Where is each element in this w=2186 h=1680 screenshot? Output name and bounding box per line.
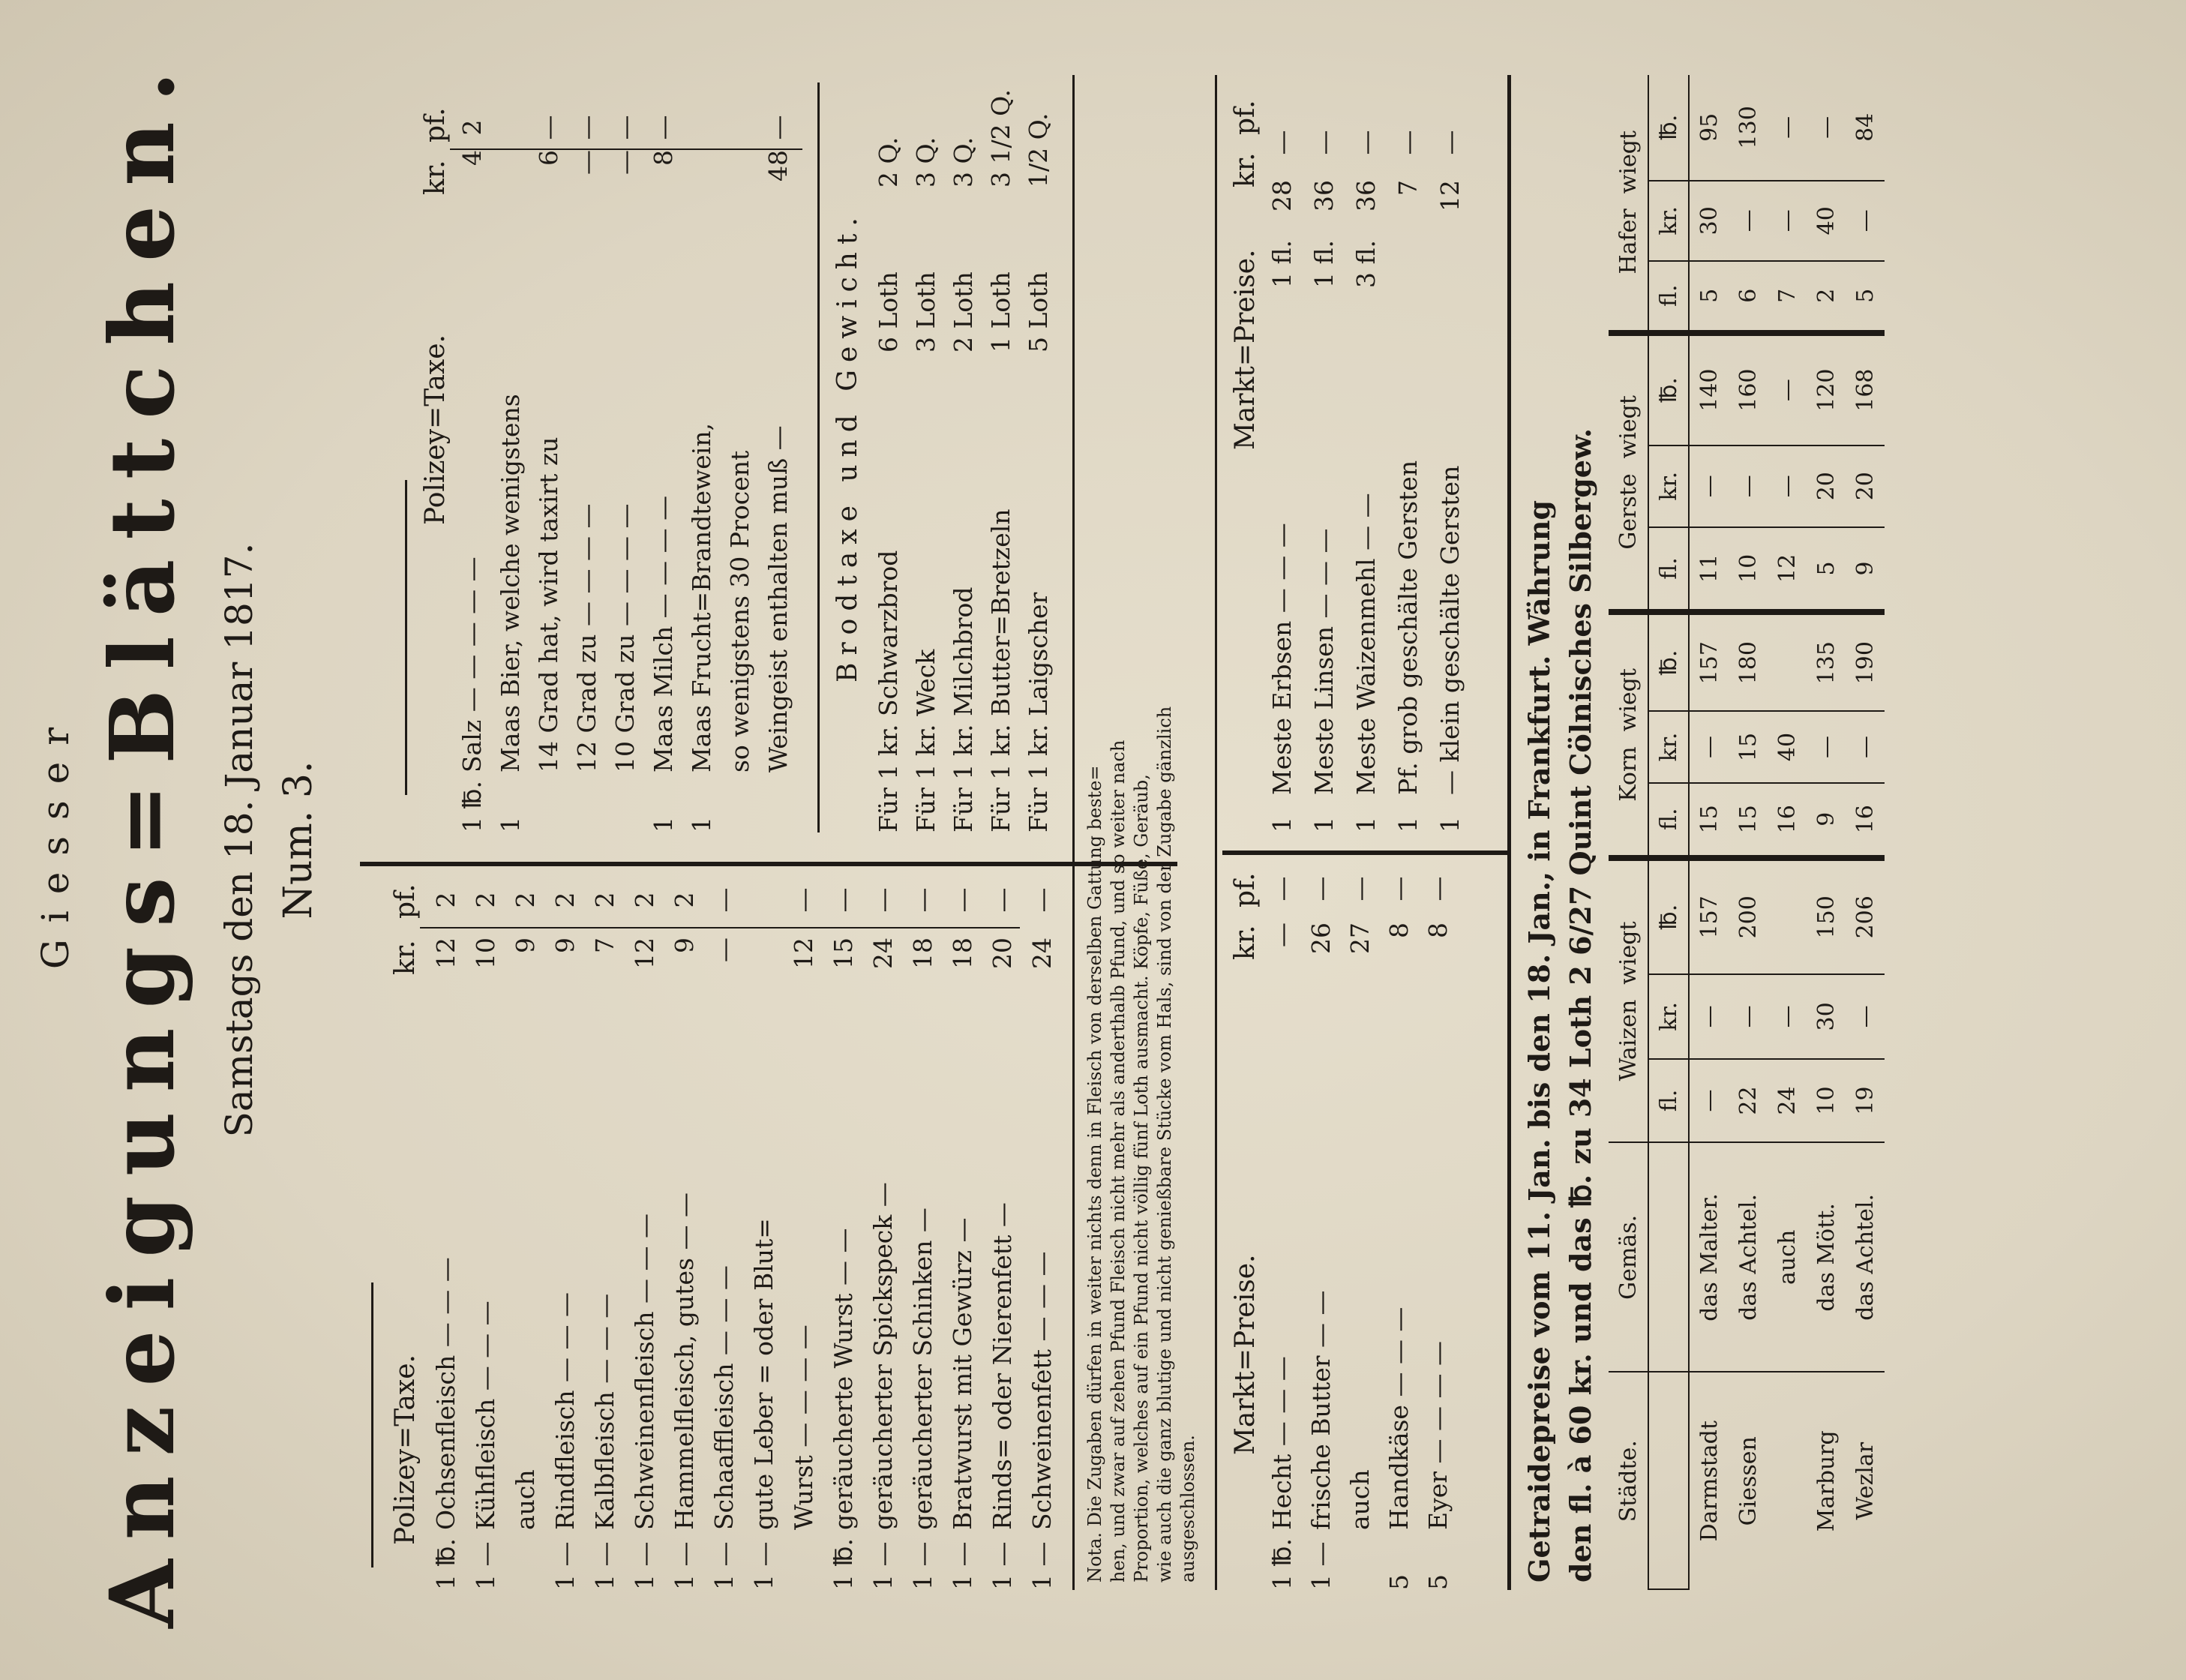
price-pf: 2 — [630, 892, 659, 908]
item-label: Meste Erbsen — — — — [1267, 523, 1297, 795]
bread-weight: 3 Loth — [911, 272, 940, 352]
quantity: 1 — — [988, 1541, 1017, 1590]
right-tax-rows — [457, 75, 817, 832]
rule — [1072, 75, 1075, 1590]
item-label: Meste Waizenmehl — — — [1351, 493, 1381, 795]
grain-cell: — — [1846, 181, 1885, 261]
item-label: Eyer — — — — — [1423, 1341, 1453, 1530]
quantity: 1 — — [550, 1541, 580, 1590]
left-tax-rows — [431, 870, 1106, 1590]
item-label: geräucherter Schinken — — [908, 1208, 937, 1530]
grain-row — [1768, 75, 1807, 1589]
quantity: 1 ℔. — [1267, 1538, 1297, 1590]
grain-cell: das Malter. — [1689, 1142, 1729, 1372]
price-kr: 18 — [948, 938, 977, 969]
grain-col-header — [1609, 1142, 1648, 1372]
item-label: auch — [1345, 1469, 1375, 1530]
item-label: 14 Grad hat, wird taxirt zu — [534, 436, 563, 772]
price-kr: 48 — [763, 150, 793, 182]
grain-subheader-row — [1648, 75, 1689, 1589]
price-kr: 36 — [1309, 180, 1339, 212]
nota-line: wie auch die ganz blutige und nicht genießbare Stücke vom Hals, sind von der Zugabe gänzlich — [1154, 706, 1175, 1582]
item-label: — klein geschälte Gersten — [1435, 465, 1465, 795]
masthead-date: Samstags den 18. Januar 1817. — [217, 542, 261, 1138]
price-pf: — — [763, 115, 793, 140]
item-label: 10 Grad zu — — — — — [610, 503, 640, 772]
header-text: Hafer — [1615, 208, 1642, 274]
price-kr: 12 — [630, 938, 659, 969]
item-label: Wurst — — — — — [789, 1324, 818, 1530]
price-pf: — — [534, 115, 563, 140]
price-kr: 15 — [829, 938, 858, 969]
item-label: Kühfleisch — — — — [471, 1300, 500, 1530]
grain-heading-1: Getraidepreise vom 11. Jan. bis den 18. Jan., in Frankfurt. Währung — [1522, 500, 1556, 1582]
column-rule — [360, 862, 1177, 866]
bread-heading: Brodtaxe und Gewicht. — [832, 210, 863, 682]
price-kr: — — [709, 938, 739, 962]
bread-label: Für 1 kr. Laigscher — [1024, 592, 1053, 832]
grain-cell: — — [1768, 181, 1807, 261]
col-kr: kr. — [390, 940, 421, 975]
grain-cell: — — [1846, 711, 1885, 783]
quantity: 1 — [1309, 817, 1339, 832]
grain-cell: 206 — [1846, 858, 1885, 974]
grain-cell: 16 — [1846, 783, 1885, 858]
grain-cell — [1768, 612, 1807, 711]
price-kr: 20 — [988, 938, 1017, 969]
header-text: Waizen — [1615, 999, 1642, 1082]
nota-line: hen, und zwar auf zehen Pfund Fleisch nicht mehr als anderthalb Pfund, und so weiter nach — [1108, 740, 1129, 1582]
price-pf: 2 — [457, 119, 487, 136]
price-kr: 6 — [534, 150, 563, 166]
bread-weight: 5 Loth — [1024, 272, 1053, 352]
rule — [371, 1282, 373, 1568]
grain-subheader: kr. — [1648, 181, 1689, 261]
grain-cell: 40 — [1807, 181, 1846, 261]
price-kr: — — [572, 150, 601, 175]
grain-cell: 168 — [1846, 333, 1885, 446]
item-label: Hammelfleisch, gutes — — — [670, 1192, 699, 1530]
grain-cell: — — [1768, 446, 1807, 527]
grain-row — [1846, 75, 1885, 1589]
quantity: 1 — [1267, 817, 1297, 832]
grain-cell: das Achtel. — [1846, 1142, 1885, 1372]
header-text: Städte. — [1615, 1440, 1642, 1522]
issue-number: Num. 3. — [276, 760, 321, 920]
grain-subheader: ℔. — [1648, 612, 1689, 711]
bread-weight: 2 Loth — [949, 272, 978, 352]
item-label: Handkäse — — — — [1384, 1306, 1414, 1530]
weight-header: wiegt — [1615, 130, 1642, 194]
grain-cell: 15 — [1729, 783, 1768, 858]
quantity: 1 — — [709, 1541, 739, 1590]
item-label: Pf. grob geschälte Gersten — [1393, 460, 1423, 795]
nota-line: Nota. Die Zugaben dürfen in weiter nichts denn in Fleisch von derselben Gattung beste= — [1084, 765, 1105, 1582]
item-label: Maas Bier, welche wenigstens — [496, 394, 525, 772]
quantity: 1 ℔. — [431, 1538, 460, 1590]
market-right-heading: Markt=Preise. — [1230, 249, 1261, 450]
price-pf: 2 — [590, 892, 619, 908]
item-label: Schweinenfleisch — — — — [630, 1214, 659, 1530]
grain-cell: 150 — [1807, 858, 1846, 974]
price-pf: — — [1267, 130, 1297, 155]
grain-row — [1807, 75, 1846, 1589]
grain-col-header — [1609, 858, 1648, 1143]
weight-header: wiegt — [1615, 921, 1642, 985]
bread-quint: 2 Q. — [874, 136, 903, 188]
grain-row — [1689, 75, 1729, 1589]
weight-header: wiegt — [1615, 395, 1642, 459]
col-pf: pf. — [1230, 872, 1261, 908]
grain-subheader — [1648, 1372, 1689, 1589]
item-label: Schweinenfett — — — — [1027, 1251, 1057, 1530]
price-pf: — — [1309, 130, 1339, 155]
grain-cell: 84 — [1846, 75, 1885, 181]
price-kr: 18 — [908, 938, 937, 969]
market-left-rows — [1267, 855, 1492, 1590]
grain-cell: Marburg — [1813, 1430, 1840, 1532]
quantity: 1 — — [670, 1541, 699, 1590]
grain-cell: Giessen — [1735, 1436, 1762, 1526]
price-kr: 8 — [1384, 922, 1414, 938]
grain-cell: 9 — [1846, 527, 1885, 613]
grain-cell: 11 — [1689, 527, 1729, 613]
item-label: Schaaffleisch — — — — [709, 1265, 739, 1530]
price-kr: 9 — [670, 938, 699, 953]
price-kr: 28 — [1267, 180, 1297, 212]
price-pf: — — [649, 115, 678, 140]
price-fl: 1 fl. — [1309, 240, 1339, 288]
bread-quint: 3 1/2 Q. — [986, 89, 1015, 188]
price-kr: — — [610, 150, 640, 175]
price-kr: 9 — [511, 938, 540, 953]
grain-header-row — [1609, 75, 1648, 1589]
grain-cell: — — [1689, 974, 1729, 1059]
quantity: 1 — [649, 817, 678, 832]
price-kr: — — [1267, 922, 1297, 947]
price-pf: — — [1423, 876, 1453, 902]
item-label: gute Leber = oder Blut= — [749, 1218, 778, 1530]
quantity: 1 — [1393, 817, 1423, 832]
price-pf: — — [1027, 887, 1057, 913]
col-pf: pf. — [420, 107, 451, 142]
left-tax-heading: Polizey=Taxe. — [390, 1354, 421, 1545]
grain-cell: 190 — [1846, 612, 1885, 711]
grain-cell: — — [1689, 711, 1729, 783]
price-kr: 36 — [1351, 180, 1381, 212]
grain-subheader: ℔. — [1648, 333, 1689, 446]
grain-cell: 9 — [1807, 783, 1846, 858]
item-label: Bratwurst mit Gewürz — — [948, 1217, 977, 1530]
price-pf: — — [572, 115, 601, 140]
grain-subheader: ℔. — [1648, 75, 1689, 181]
price-kr: 8 — [649, 150, 678, 166]
quantity: 1 — [1351, 817, 1381, 832]
bread-weight: 1 Loth — [986, 272, 1015, 352]
grain-cell: — — [1846, 974, 1885, 1059]
grain-cell: 19 — [1846, 1059, 1885, 1143]
col-kr: kr. — [420, 160, 451, 195]
grain-subheader: fl. — [1648, 527, 1689, 613]
price-pf: — — [1306, 876, 1336, 902]
quantity: 1 — — [1027, 1541, 1057, 1590]
bread-label: Für 1 kr. Weck — [911, 649, 940, 832]
grain-cell: — — [1729, 181, 1768, 261]
grain-col-header — [1609, 612, 1648, 857]
item-label: Maas Frucht=Brandtewein, — [687, 422, 716, 772]
grain-cell: 10 — [1807, 1059, 1846, 1143]
grain-subheader — [1648, 1142, 1689, 1372]
price-pf: — — [988, 887, 1017, 913]
grain-cell: 200 — [1729, 858, 1768, 974]
grain-subheader: fl. — [1648, 1059, 1689, 1143]
grain-cell: 20 — [1807, 446, 1846, 527]
grain-cell: 180 — [1729, 612, 1768, 711]
price-fl: 1 fl. — [1267, 240, 1297, 288]
grain-col-header — [1609, 75, 1648, 333]
grain-cell: 10 — [1729, 527, 1768, 613]
item-label: so wenigstens 30 Procent — [725, 450, 754, 772]
price-kr: 12 — [1435, 180, 1465, 212]
price-kr: 10 — [471, 938, 500, 969]
masthead-line1: Giesser — [34, 710, 77, 970]
grain-subheader: fl. — [1648, 783, 1689, 858]
quantity: 1 — [687, 817, 716, 832]
price-pf: — — [829, 887, 858, 913]
quantity: 1 — [1435, 817, 1465, 832]
grain-heading-2: den fl. à 60 kr. und das ℔. zu 34 Loth 2 6/27 Quint Cölnisches Silbergew. — [1564, 428, 1597, 1582]
grain-cell: 16 — [1768, 783, 1807, 858]
grain-cell: — — [1807, 75, 1846, 181]
grain-cell: 24 — [1768, 1059, 1807, 1143]
nota-line: ausgeschlossen. — [1177, 1435, 1198, 1582]
grain-col-header — [1609, 333, 1648, 613]
grain-cell: 140 — [1689, 333, 1729, 446]
item-label: Salz — — — — — — [457, 556, 487, 772]
bread-weight: 6 Loth — [874, 272, 903, 352]
grain-cell: — — [1729, 446, 1768, 527]
price-pf: — — [1351, 130, 1381, 155]
item-label: Rindfleisch — — — — [550, 1292, 580, 1530]
item-label: Maas Milch — — — — — [649, 495, 678, 772]
price-pf: — — [1384, 876, 1414, 902]
price-pf: 2 — [550, 892, 580, 908]
header-text: Gerste — [1615, 473, 1642, 550]
grain-cell: 5 — [1689, 261, 1729, 333]
grain-cell: 12 — [1768, 527, 1807, 613]
grain-cell: 157 — [1689, 612, 1729, 711]
header-text: Korn — [1615, 746, 1642, 802]
item-label: Meste Linsen — — — — [1309, 528, 1339, 795]
grain-cell: Darmstadt — [1696, 1420, 1723, 1542]
grain-cell: 135 — [1807, 612, 1846, 711]
weight-header: wiegt — [1615, 668, 1642, 732]
grain-cell: Wezlar — [1852, 1442, 1879, 1520]
grain-cell: das Mött. — [1807, 1142, 1846, 1372]
column-rule — [1222, 850, 1507, 855]
bread-label: Für 1 kr. Butter=Bretzeln — [986, 508, 1015, 832]
price-pf: — — [948, 887, 977, 913]
quantity: 1 — — [590, 1541, 619, 1590]
rule — [1507, 75, 1511, 1590]
grain-cell: 95 — [1689, 75, 1729, 181]
quantity: 1 — — [868, 1541, 898, 1590]
price-pf: 2 — [511, 892, 540, 908]
grain-cell: 160 — [1729, 333, 1768, 446]
price-kr: 24 — [1027, 938, 1057, 969]
grain-col-header — [1609, 1372, 1648, 1589]
price-pf: — — [709, 887, 739, 913]
grain-row — [1729, 75, 1768, 1589]
item-label: 12 Grad zu — — — — — [572, 503, 601, 772]
price-kr: 8 — [1423, 922, 1453, 938]
grain-cell: 30 — [1807, 974, 1846, 1059]
grain-cell: — — [1807, 711, 1846, 783]
price-pf: — — [1345, 876, 1375, 902]
item-label: Ochsenfleisch — — — — [431, 1257, 460, 1530]
grain-cell: 40 — [1768, 711, 1807, 783]
rule — [1215, 75, 1217, 1590]
grain-cell: auch — [1768, 1142, 1807, 1372]
col-kr: kr. — [1230, 152, 1261, 188]
quantity: 1 — [496, 817, 525, 832]
grain-subheader: fl. — [1648, 261, 1689, 333]
grain-cell: — — [1729, 974, 1768, 1059]
col-pf: pf. — [390, 884, 421, 919]
quantity: 1 ℔. — [457, 781, 487, 832]
grain-cell: 15 — [1689, 783, 1729, 858]
grain-subheader: ℔. — [1648, 858, 1689, 974]
grain-cell: 22 — [1729, 1059, 1768, 1143]
item-label: frische Butter — — — [1306, 1290, 1336, 1530]
nota-line: Proportion, welches auf ein Pfund nicht völlig fünf Loth ausmacht. Köpfe, Füße, Geräub, — [1131, 774, 1152, 1582]
rule — [405, 480, 407, 795]
grain-subheader: kr. — [1648, 711, 1689, 783]
item-label: Weingeist enthalten muß — — [763, 425, 793, 772]
price-pf: — — [1393, 130, 1423, 155]
grain-price-table — [1609, 75, 1885, 1590]
quantity: 1 — — [630, 1541, 659, 1590]
nota-paragraph — [1084, 82, 1200, 1582]
col-pf: pf. — [1230, 100, 1261, 135]
price-kr: 12 — [789, 938, 818, 969]
quantity: 1 — — [908, 1541, 937, 1590]
price-kr: 26 — [1306, 922, 1336, 954]
item-label: Hecht — — — — [1267, 1356, 1297, 1530]
grain-cell — [1768, 858, 1807, 974]
col-kr: kr. — [1230, 925, 1261, 960]
item-label: geräucherte Wurst — — — [829, 1228, 858, 1530]
quantity: 5 — [1384, 1574, 1414, 1590]
grain-cell: 5 — [1807, 527, 1846, 613]
quantity: 1 ℔. — [829, 1538, 858, 1590]
price-kr: 24 — [868, 938, 898, 969]
market-left-heading: Markt=Preise. — [1230, 1254, 1261, 1455]
grain-cell: — — [1689, 446, 1729, 527]
masthead-title: Anzeigungs=Blättchen. — [90, 52, 194, 1628]
grain-subheader: kr. — [1648, 974, 1689, 1059]
grain-cell: — — [1768, 333, 1807, 446]
grain-cell: — — [1689, 1059, 1729, 1143]
price-pf: 2 — [431, 892, 460, 908]
item-label: geräucherter Spickspeck — — [868, 1182, 898, 1530]
right-tax-heading: Polizey=Taxe. — [420, 334, 451, 525]
grain-subheader: kr. — [1648, 446, 1689, 527]
price-pf: — — [868, 887, 898, 913]
bread-label: Für 1 kr. Schwarzbrod — [874, 550, 903, 832]
grain-cell: 130 — [1729, 75, 1768, 181]
grain-cell: 20 — [1846, 446, 1885, 527]
grain-cell: das Achtel. — [1729, 1142, 1768, 1372]
item-label: auch — [511, 1469, 540, 1530]
price-fl: 3 fl. — [1351, 240, 1381, 288]
price-pf: — — [610, 115, 640, 140]
price-pf: — — [908, 887, 937, 913]
grain-cell: 120 — [1807, 333, 1846, 446]
grain-cell: 15 — [1729, 711, 1768, 783]
price-pf: — — [789, 887, 818, 913]
price-kr: 7 — [1393, 180, 1423, 196]
price-kr: 27 — [1345, 922, 1375, 954]
quantity: 1 — — [749, 1541, 778, 1590]
rule — [817, 82, 820, 832]
grain-cell: 30 — [1689, 181, 1729, 261]
price-pf: 2 — [670, 892, 699, 908]
quantity: 1 — — [1306, 1541, 1336, 1590]
price-kr: 4 — [457, 150, 487, 166]
grain-cell: — — [1768, 974, 1807, 1059]
grain-cell: 6 — [1729, 261, 1768, 333]
grain-cell: 2 — [1807, 261, 1846, 333]
grain-cell: 157 — [1689, 858, 1729, 974]
grain-cell: 7 — [1768, 261, 1807, 333]
grain-cell: 5 — [1846, 261, 1885, 333]
price-kr: 9 — [550, 938, 580, 953]
bread-quint: 3 Q. — [911, 136, 940, 188]
price-pf: — — [1435, 130, 1465, 155]
grain-cell — [1768, 1372, 1807, 1589]
price-pf: 2 — [471, 892, 500, 908]
quantity: 1 — — [471, 1541, 500, 1590]
item-label: Rinds= oder Nierenfett — — [988, 1202, 1017, 1530]
quantity: 5 — [1423, 1574, 1453, 1590]
bread-label: Für 1 kr. Milchbrod — [949, 586, 978, 832]
price-kr: 7 — [590, 938, 619, 953]
grain-cell: — — [1768, 75, 1807, 181]
item-label: Kalbfleisch — — — — [590, 1293, 619, 1530]
quantity: 1 — — [948, 1541, 977, 1590]
market-right-rows — [1267, 75, 1492, 832]
price-pf: — — [1267, 876, 1297, 902]
bread-quint: 1/2 Q. — [1024, 112, 1053, 188]
bread-quint: 3 Q. — [949, 136, 978, 188]
price-kr: 12 — [431, 938, 460, 969]
header-text: Gemäs. — [1615, 1214, 1642, 1300]
